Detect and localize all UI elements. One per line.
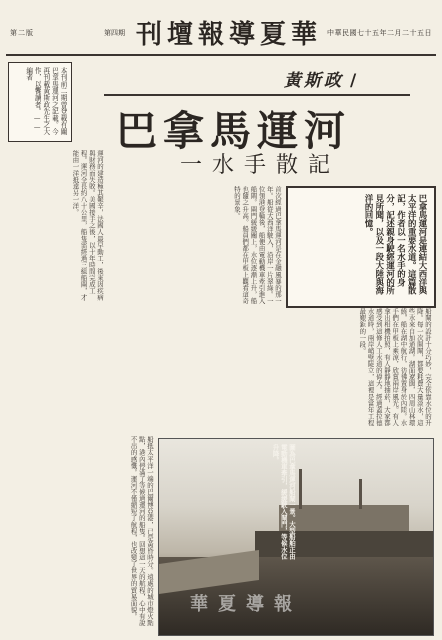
publication-date: 中華民國七十五年二月二十五日 [327, 29, 432, 37]
intro-box [286, 186, 436, 308]
article-subtitle: 一水手散記 [180, 153, 341, 178]
photo-watermark: 華夏導報 [190, 594, 302, 615]
byline-slash-icon: / [350, 71, 360, 91]
body-column-2: 運河的建造極其艱辛，法國人最早動工，後來因疾病與財務而失敗。美國接手之後，以十年時間完成工程。運河全長約八十公里，船隻需經過三組船閘，才能由一洋抵達另一洋。 [71, 150, 104, 301]
author-name: 黃斯政 [284, 71, 344, 91]
issue-number: 第四期 [104, 29, 125, 37]
ship-superstructure [279, 505, 409, 533]
ship-mast [359, 479, 362, 509]
newspaper-title: 刊壇報導夏華 [136, 20, 323, 50]
page-number: 第二版 [10, 29, 34, 37]
editor-note: 本刊前二期曾登載有關巴拿馬運河之記載。今再刊載黃斯政先生之大作，以饗讀者。——編者 [24, 67, 67, 135]
photo-caption: 圖為巴拿馬運河船閘一景。大型船舶正由電動機車牽引，緩緩駛入閘門，等候水位升降。 [271, 444, 296, 560]
body-column-3: 船閘的設計十分巧妙，完全依靠水位的升降。每一次開閘，都要耗費大量淡水，這些水來自加通湖。湖面遼闊，四周山林環繞，船在湖中航行，彷彿置身於內陸。水手們在甲板上乘涼，欣賞兩岸風光。有人拿出相機拍照，有人靜靜地抽菸，大家都感受到這條人工水道的偉大。經過蓋拉德水道時，兩岸峭壁陡立，這裡是當年工程最艱鉅的一段。 [358, 308, 432, 426]
ship-mast [299, 469, 302, 509]
body-column-1: 首次經過巴拿馬運河是在金融風暴的那一年。船從大西洋駛入，沿岸一片翠綠。一位領港登輪後，船便由電動機車牽引進入船閘。閘門緩緩關上，水位逐漸上升，船也隨之升高。船員們都在甲板上觀看這奇特的景象。 [232, 186, 282, 304]
author-byline [284, 66, 359, 91]
body-column-4: 船抵太平洋一端的巴爾博亞港，已是黃昏時分。遠處的城市燈火點點，港內停滿了等候過運河的船隻。回想這一天的航程，心中有說不出的感慨。運河不僅縮短了航程，也改變了世界的貿易面貌。 [129, 436, 154, 626]
intro-text: 巴拿馬運河是連結大西洋與太平洋的重要水道。這篇散記，作者以一名水手的身分，記述親身駛經運河的所見所聞，以及一段大陸與海洋的回憶。 [364, 194, 428, 295]
article-headline: 巴拿馬運河 [116, 107, 351, 155]
editor-note-box [8, 62, 72, 142]
masthead [6, 8, 436, 56]
